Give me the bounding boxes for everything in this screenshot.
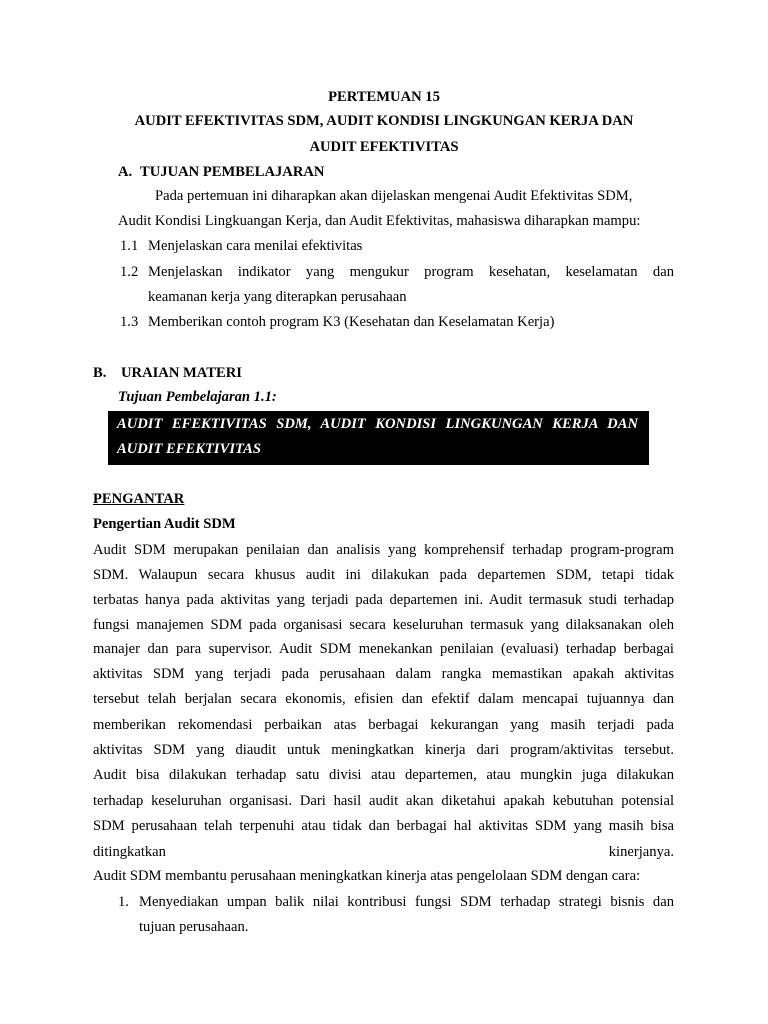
list-item-text: Menyediakan umpan balik nilai kontribusi fungsi SDM terhadap strategi bisnis dan bbox=[139, 894, 674, 910]
objective-text: Menjelaskan cara menilai efektivitas bbox=[148, 238, 363, 254]
highlight-box-line-2: AUDIT EFEKTIVITAS bbox=[117, 441, 261, 457]
objective-text-continued: keamanan kerja yang diterapkan perusahaan bbox=[148, 289, 407, 305]
paragraph-line: aktivitas SDM yang terjadi pada perusahaan dalam rangka memastikan apakah aktivitas bbox=[93, 666, 674, 682]
pengantar-subheading: Pengertian Audit SDM bbox=[93, 516, 236, 532]
meeting-heading: PERTEMUAN 15 bbox=[328, 89, 440, 105]
objective-number: 1.3 bbox=[120, 314, 139, 330]
intro-line-2: Audit Kondisi Lingkuangan Kerja, dan Audit Efektivitas, mahasiswa diharapkan mampu: bbox=[118, 213, 641, 229]
section-b-title: URAIAN MATERI bbox=[121, 365, 242, 381]
objective-number: 1.2 bbox=[120, 264, 139, 280]
paragraph-line: manajer dan para supervisor. Audit SDM menekankan penilaian (evaluasi) terhadap berbagai bbox=[93, 641, 674, 657]
objective-text: Memberikan contoh program K3 (Kesehatan dan Keselamatan Kerja) bbox=[148, 314, 555, 330]
paragraph-line: fungsi manajemen SDM pada organisasi secara keseluruhan termasuk yang dilaksanakan oleh bbox=[93, 617, 674, 633]
paragraph-line: terbatas hanya pada aktivitas yang terjadi pada departemen ini. Audit termasuk studi terhadap bbox=[93, 592, 674, 608]
highlight-box bbox=[108, 411, 649, 465]
section-b-marker: B. bbox=[93, 365, 107, 381]
paragraph-line: SDM perusahaan telah terpenuhi atau tidak dan berbagai hal aktivitas SDM yang masih bisa bbox=[93, 818, 674, 834]
paragraph-line: ditingkatkan kinerjanya. bbox=[93, 844, 674, 860]
paragraph-line: tersebut telah berjalan secara ekonomis, efisien dan efektif dalam mencapai tujuannya dan bbox=[93, 691, 674, 707]
paragraph-line: memberikan rekomendasi perbaikan atas berbagai kekurangan yang masih terjadi pada bbox=[93, 717, 674, 733]
intro-line-1: Pada pertemuan ini diharapkan akan dijelaskan mengenai Audit Efektivitas SDM, bbox=[155, 188, 633, 204]
objective-text: Menjelaskan indikator yang mengukur program kesehatan, keselamatan dan bbox=[148, 264, 674, 280]
pengantar-heading: PENGANTAR bbox=[93, 491, 185, 507]
title-line-1: AUDIT EFEKTIVITAS SDM, AUDIT KONDISI LINGKUNGAN KERJA DAN bbox=[134, 113, 634, 129]
list-number: 1. bbox=[118, 894, 129, 910]
paragraph-line: aktivitas SDM yang diaudit untuk meningkatkan kinerja dari program/aktivitas tersebut. bbox=[93, 742, 674, 758]
list-item-text-continued: tujuan perusahaan. bbox=[139, 919, 249, 935]
paragraph-line: terhadap keseluruhan organisasi. Dari hasil audit akan diketahui apakah kebutuhan potensial bbox=[93, 793, 674, 809]
section-a-title: TUJUAN PEMBELAJARAN bbox=[140, 164, 325, 180]
closing-line: Audit SDM membantu perusahaan meningkatkan kinerja atas pengelolaan SDM dengan cara: bbox=[93, 868, 641, 884]
paragraph-line: Audit SDM merupakan penilaian dan analisis yang komprehensif terhadap program-program bbox=[93, 542, 674, 558]
paragraph-line: Audit bisa dilakukan terhadap satu divisi atau departemen, atau mungkin juga dilakukan bbox=[93, 767, 674, 783]
paragraph-line: SDM. Walaupun secara khusus audit ini dilakukan pada departemen SDM, tetapi tidak bbox=[93, 567, 674, 583]
title-line-2: AUDIT EFEKTIVITAS bbox=[309, 139, 459, 155]
highlight-box-line-1: AUDIT EFEKTIVITAS SDM, AUDIT KONDISI LINGKUNGAN KERJA DAN bbox=[117, 416, 638, 432]
section-a-marker: A. bbox=[118, 164, 133, 180]
objective-label: Tujuan Pembelajaran 1.1: bbox=[118, 389, 277, 405]
objective-number: 1.1 bbox=[120, 238, 139, 254]
